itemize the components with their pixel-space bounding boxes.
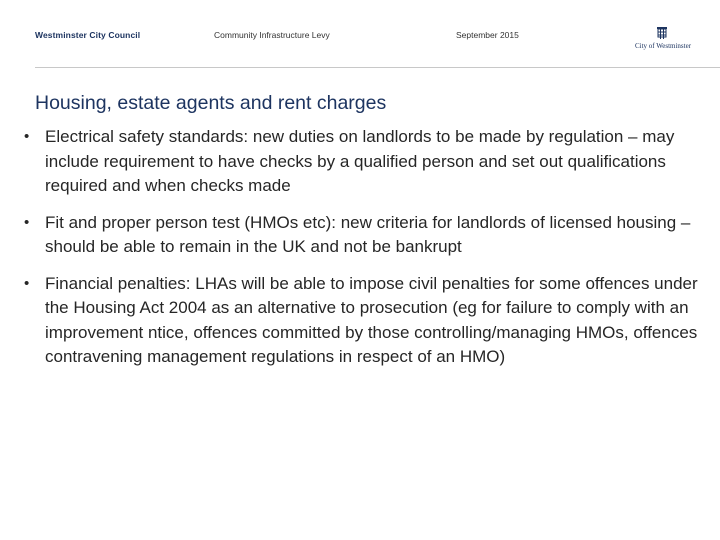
city-of-westminster-logo bbox=[630, 26, 694, 54]
organization-name: Westminster City Council bbox=[35, 30, 141, 40]
bullet-marker: • bbox=[24, 213, 30, 231]
bullet-text: Electrical safety standards: new duties on landlords to be made by regulation – may include requirement to have checks by a qualified person and set out qualifications required and when checks made bbox=[45, 127, 675, 195]
bullet-text: Fit and proper person test (HMOs etc): new criteria for landlords of licensed housing – should be able to remain in the UK and not be bankrupt bbox=[45, 212, 691, 256]
bullet-list bbox=[18, 125, 698, 382]
header-divider bbox=[35, 67, 720, 68]
bullet-item bbox=[18, 211, 698, 260]
document-date: September 2015 bbox=[456, 30, 519, 40]
slide-title: Housing, estate agents and rent charges bbox=[35, 92, 387, 114]
bullet-item bbox=[18, 272, 698, 370]
document-title: Community Infrastructure Levy bbox=[214, 30, 330, 40]
bullet-marker: • bbox=[24, 128, 30, 145]
bullet-marker: • bbox=[24, 274, 30, 292]
slide-header bbox=[0, 0, 720, 68]
logo-text: City of Westminster bbox=[634, 42, 692, 50]
portcullis-crest-icon bbox=[656, 26, 668, 40]
bullet-text: Financial penalties: LHAs will be able to impose civil penalties for some offences under the Housing Act 2004 as an alternative to prosecution (eg for failure to comply with an improvement ntice, offences committed by those controlling/managing HMOs, offences contravening management regulations in respect of an HMO) bbox=[45, 273, 698, 366]
bullet-item bbox=[18, 125, 698, 199]
